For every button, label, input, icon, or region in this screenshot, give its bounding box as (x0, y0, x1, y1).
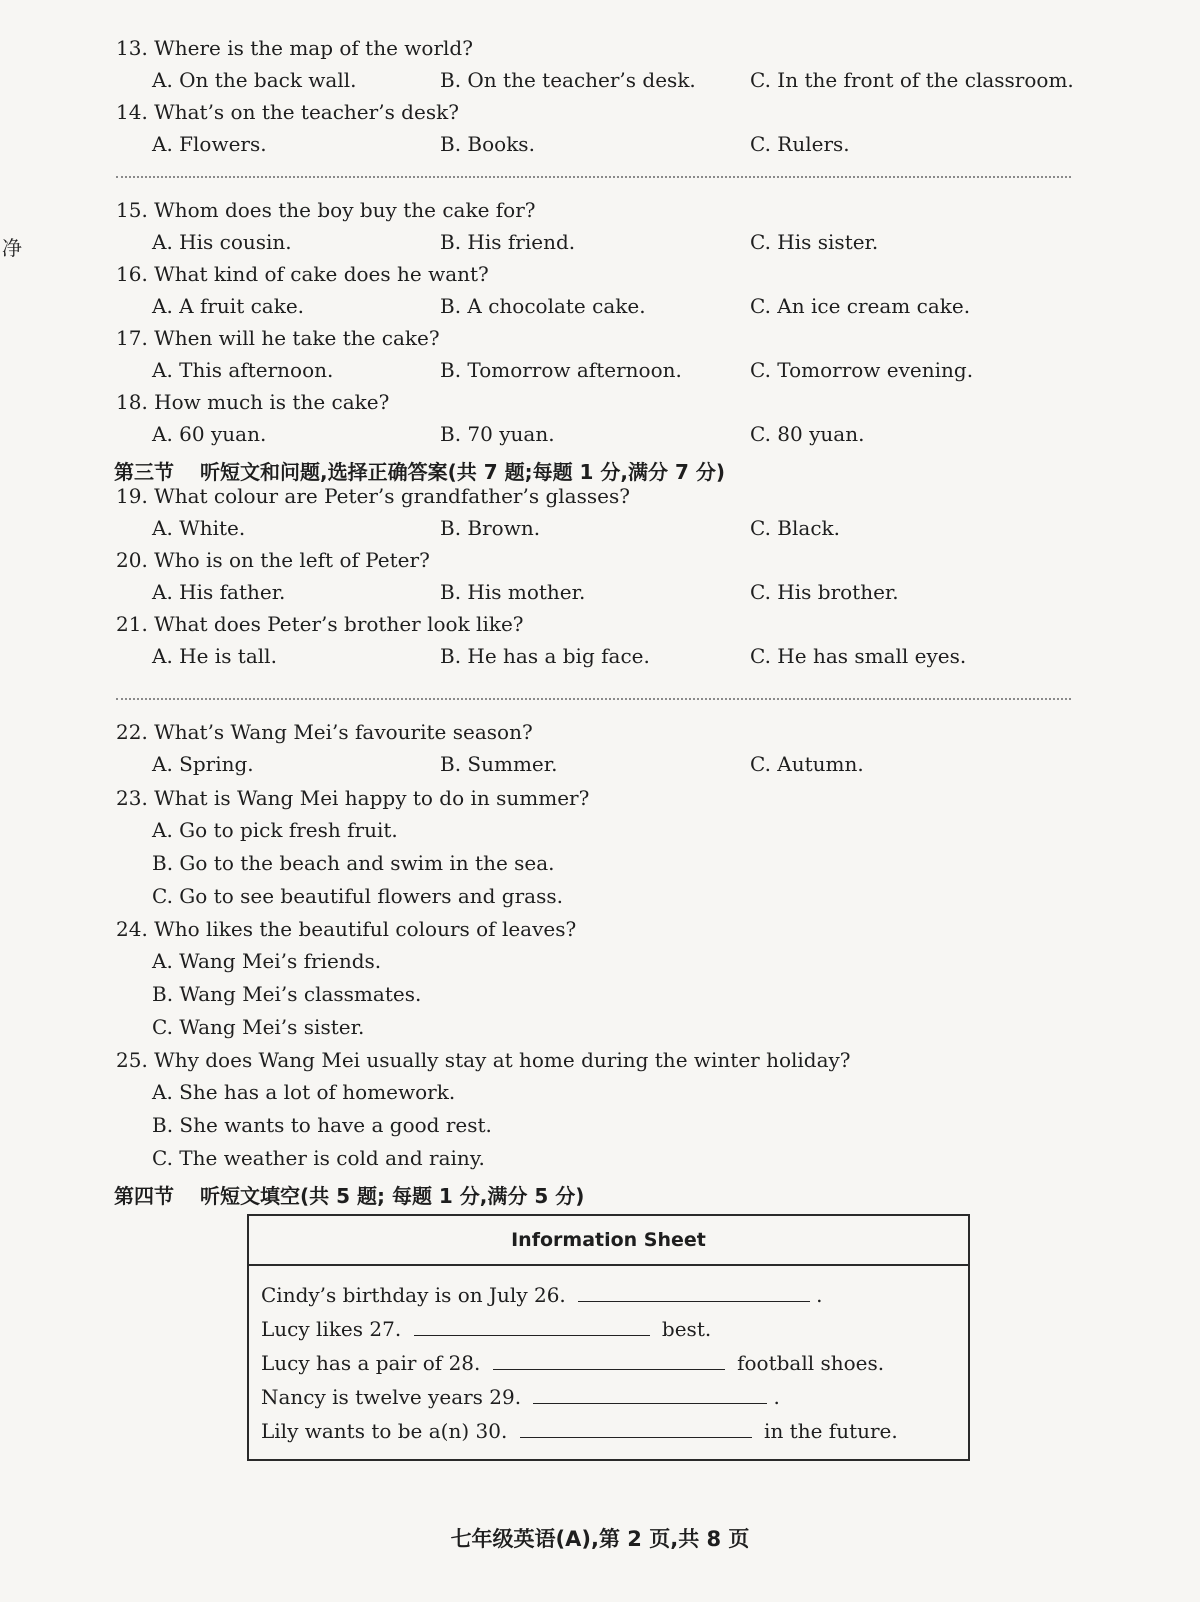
question-text: 14. What’s on the teacher’s desk? (116, 100, 459, 124)
line-suffix: best. (661, 1317, 712, 1341)
options (116, 64, 1076, 96)
options (116, 576, 1076, 608)
sheet-title: Information Sheet (249, 1216, 968, 1266)
option-c: C. Go to see beautiful flowers and grass. (152, 884, 563, 908)
question-group-23-25 (116, 782, 1076, 1175)
option-a: A. His cousin. (152, 230, 292, 254)
line-text: Cindy’s birthday is on July 26. (261, 1283, 566, 1307)
sheet-line-27 (261, 1312, 968, 1346)
option-b: B. She wants to have a good rest. (152, 1113, 492, 1137)
option-b: B. Wang Mei’s classmates. (152, 982, 422, 1006)
answer-blank-29[interactable] (533, 1383, 767, 1404)
question-24 (116, 913, 1076, 1044)
question-25 (116, 1044, 1076, 1175)
option-a: A. On the back wall. (152, 68, 357, 92)
option-b: B. Go to the beach and swim in the sea. (152, 851, 555, 875)
option-b: B. Books. (440, 132, 535, 156)
option-c: C. Black. (750, 516, 840, 540)
options (116, 226, 1076, 258)
option-a: A. A fruit cake. (152, 294, 305, 318)
option-b: B. His friend. (440, 230, 576, 254)
answer-blank-30[interactable] (520, 1417, 752, 1438)
options (116, 128, 1076, 160)
question-text: 25. Why does Wang Mei usually stay at home during the winter holiday? (116, 1048, 851, 1072)
question-20 (116, 544, 1076, 608)
option-c: C. Tomorrow evening. (750, 358, 974, 382)
option-b: B. Summer. (440, 752, 558, 776)
option-b: B. He has a big face. (440, 644, 650, 668)
option-a: A. This afternoon. (152, 358, 334, 382)
option-c: C. He has small eyes. (750, 644, 967, 668)
sheet-line-28 (261, 1346, 968, 1380)
question-text: 20. Who is on the left of Peter? (116, 548, 430, 572)
option-a: A. He is tall. (152, 644, 277, 668)
line-suffix: . (773, 1385, 780, 1409)
option-c: C. His sister. (750, 230, 879, 254)
answer-blank-27[interactable] (414, 1315, 650, 1336)
option-c: C. The weather is cold and rainy. (152, 1146, 485, 1170)
question-13 (116, 32, 1076, 96)
question-text: 16. What kind of cake does he want? (116, 262, 489, 286)
option-b: B. Tomorrow afternoon. (440, 358, 682, 382)
option-b: B. A chocolate cake. (440, 294, 646, 318)
option-b: B. 70 yuan. (440, 422, 555, 446)
question-group-13-14 (116, 32, 1076, 160)
question-17 (116, 322, 1076, 386)
line-suffix: . (816, 1283, 823, 1307)
options (116, 354, 1076, 386)
option-a: A. She has a lot of homework. (152, 1080, 456, 1104)
question-text: 18. How much is the cake? (116, 390, 390, 414)
options (116, 640, 1076, 672)
option-c: C. His brother. (750, 580, 899, 604)
question-21 (116, 608, 1076, 672)
option-a: A. 60 yuan. (152, 422, 267, 446)
option-b: B. Brown. (440, 516, 541, 540)
line-text: Lucy likes 27. (261, 1317, 402, 1341)
option-b: B. On the teacher’s desk. (440, 68, 696, 92)
sheet-line-26 (261, 1278, 968, 1312)
options (116, 290, 1076, 322)
information-sheet (247, 1214, 970, 1461)
option-c: C. Wang Mei’s sister. (152, 1015, 365, 1039)
question-18 (116, 386, 1076, 450)
question-22 (116, 716, 1076, 780)
option-c: C. An ice cream cake. (750, 294, 971, 318)
sheet-line-30 (261, 1414, 968, 1448)
edge-mark: 净 (2, 236, 22, 260)
question-text: 23. What is Wang Mei happy to do in summer? (116, 786, 590, 810)
question-14 (116, 96, 1076, 160)
question-text: 21. What does Peter’s brother look like? (116, 612, 524, 636)
answer-blank-26[interactable] (578, 1281, 810, 1302)
question-16 (116, 258, 1076, 322)
question-text: 15. Whom does the boy buy the cake for? (116, 198, 536, 222)
option-a: A. White. (152, 516, 246, 540)
question-text: 13. Where is the map of the world? (116, 36, 473, 60)
option-a: A. Go to pick fresh fruit. (152, 818, 398, 842)
options (116, 512, 1076, 544)
question-text: 19. What colour are Peter’s grandfather’s glasses? (116, 484, 630, 508)
option-b: B. His mother. (440, 580, 586, 604)
line-text: Lily wants to be a(n) 30. (261, 1419, 508, 1443)
option-c: C. 80 yuan. (750, 422, 865, 446)
line-suffix: football shoes. (737, 1351, 885, 1375)
line-text: Nancy is twelve years 29. (261, 1385, 522, 1409)
section-tag: 第三节 (114, 460, 174, 484)
options (116, 748, 1076, 780)
option-c: C. Autumn. (750, 752, 864, 776)
section-title: 听短文和问题,选择正确答案(共 7 题;每题 1 分,满分 7 分) (200, 460, 725, 484)
question-text: 22. What’s Wang Mei’s favourite season? (116, 720, 533, 744)
option-c: C. In the front of the classroom. (750, 68, 1074, 92)
option-a: A. Wang Mei’s friends. (152, 949, 382, 973)
dotted-divider (116, 698, 1071, 700)
section-4-heading (114, 1180, 584, 1209)
section-title: 听短文填空(共 5 题; 每题 1 分,满分 5 分) (200, 1184, 585, 1208)
options (116, 418, 1076, 450)
answer-blank-28[interactable] (493, 1349, 725, 1370)
line-suffix: in the future. (764, 1419, 898, 1443)
question-15 (116, 194, 1076, 258)
sheet-body (249, 1266, 968, 1448)
page-footer: 七年级英语(A),第 2 页,共 8 页 (450, 1527, 750, 1551)
option-a: A. His father. (152, 580, 286, 604)
question-23 (116, 782, 1076, 913)
question-group-15-18 (116, 194, 1076, 450)
option-c: C. Rulers. (750, 132, 850, 156)
sheet-line-29 (261, 1380, 968, 1414)
option-a: A. Flowers. (152, 132, 267, 156)
line-text: Lucy has a pair of 28. (261, 1351, 481, 1375)
section-tag: 第四节 (114, 1184, 174, 1208)
question-19 (116, 480, 1076, 544)
question-group-19-21 (116, 480, 1076, 672)
question-text: 17. When will he take the cake? (116, 326, 440, 350)
dotted-divider (116, 176, 1071, 178)
option-a: A. Spring. (152, 752, 254, 776)
question-text: 24. Who likes the beautiful colours of leaves? (116, 917, 577, 941)
